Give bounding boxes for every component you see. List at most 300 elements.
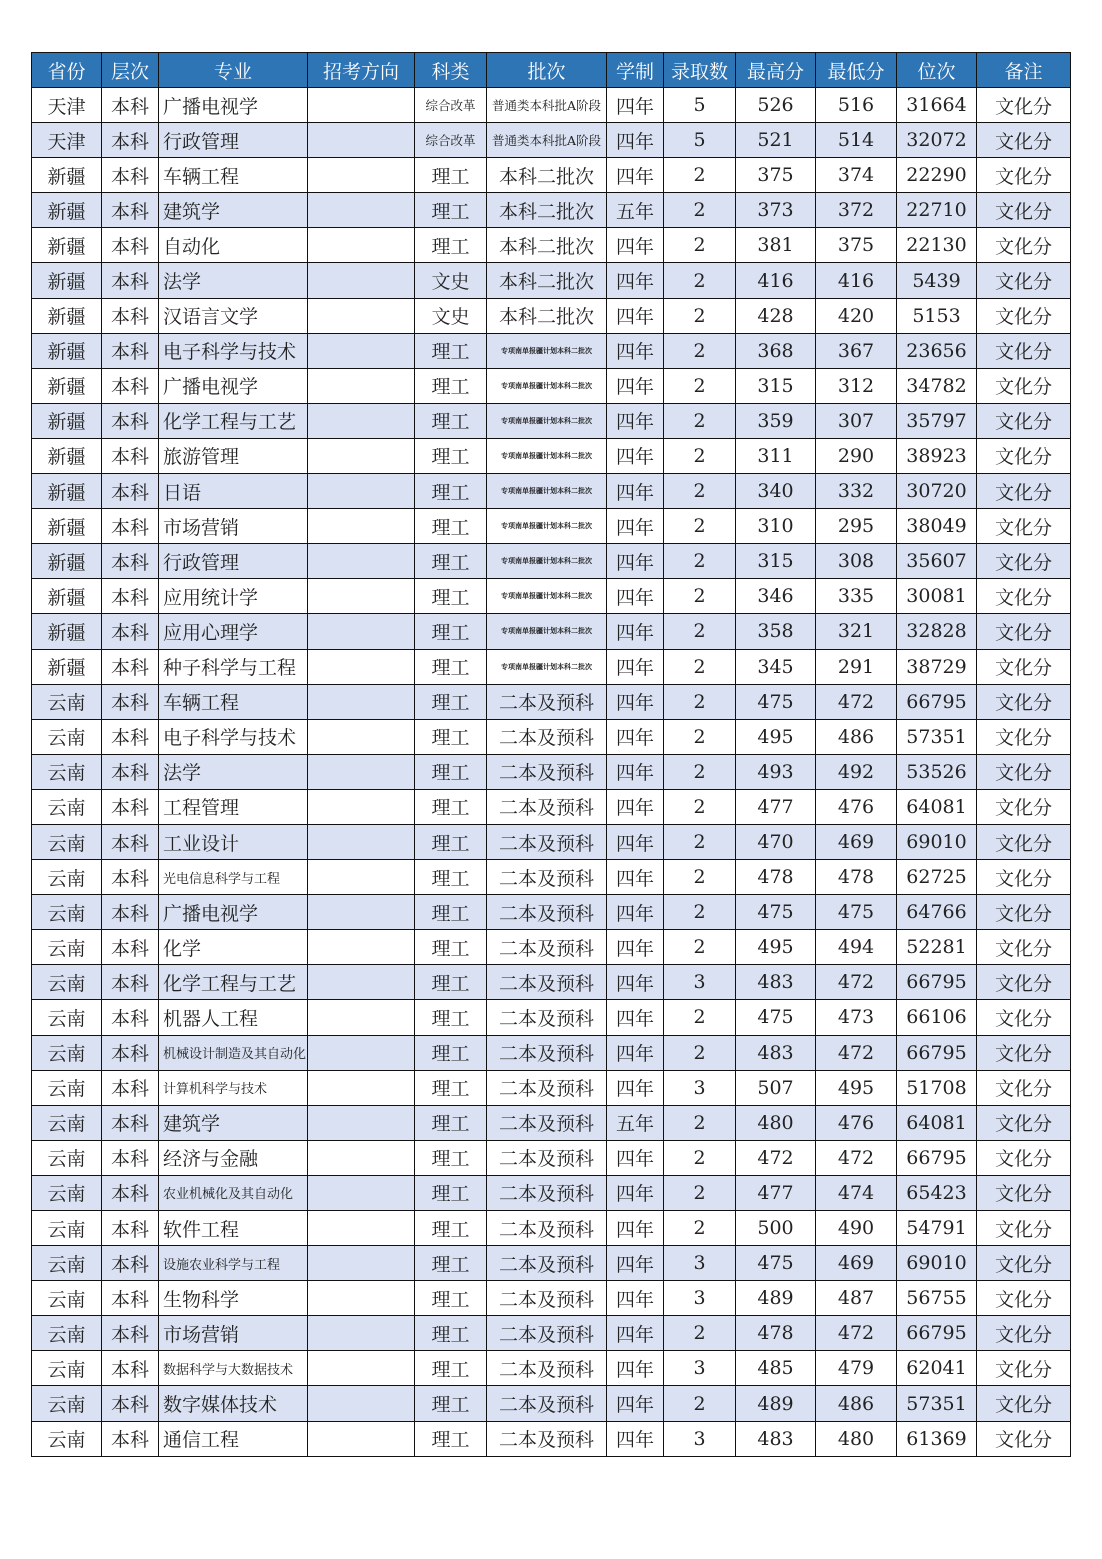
cell-rank: 66795 <box>897 1140 977 1175</box>
table-row <box>32 88 1071 123</box>
cell-batch: 专项南单报疆计划本科二批次 <box>487 403 607 438</box>
cell-major: 建筑学 <box>159 1105 308 1140</box>
cell-admitted: 3 <box>664 1281 736 1316</box>
cell-admitted: 2 <box>664 544 736 579</box>
cell-province: 云南 <box>32 965 102 1000</box>
cell-direction <box>308 438 415 473</box>
cell-max-score: 489 <box>736 1281 816 1316</box>
cell-province: 云南 <box>32 684 102 719</box>
cell-direction <box>308 1070 415 1105</box>
header-admitted: 录取数 <box>664 53 736 88</box>
cell-admitted: 5 <box>664 123 736 158</box>
cell-min-score: 516 <box>816 88 897 123</box>
cell-level: 本科 <box>102 860 159 895</box>
cell-max-score: 310 <box>736 509 816 544</box>
cell-batch: 专项南单报疆计划本科二批次 <box>487 579 607 614</box>
admission-scores-table <box>31 52 1071 1457</box>
cell-admitted: 2 <box>664 1140 736 1175</box>
cell-min-score: 321 <box>816 614 897 649</box>
cell-note: 文化分 <box>977 579 1071 614</box>
cell-direction <box>308 263 415 298</box>
cell-direction <box>308 403 415 438</box>
table-row <box>32 509 1071 544</box>
cell-duration: 四年 <box>607 930 664 965</box>
cell-note: 文化分 <box>977 1070 1071 1105</box>
cell-batch: 本科二批次 <box>487 158 607 193</box>
cell-note: 文化分 <box>977 860 1071 895</box>
table-row <box>32 579 1071 614</box>
cell-note: 文化分 <box>977 333 1071 368</box>
table-row <box>32 930 1071 965</box>
cell-duration: 四年 <box>607 403 664 438</box>
cell-max-score: 475 <box>736 895 816 930</box>
cell-major: 工业设计 <box>159 824 308 859</box>
cell-max-score: 345 <box>736 649 816 684</box>
cell-category: 综合改革 <box>415 88 487 123</box>
table-row <box>32 123 1071 158</box>
cell-max-score: 475 <box>736 1000 816 1035</box>
cell-major: 种子科学与工程 <box>159 649 308 684</box>
cell-major: 旅游管理 <box>159 438 308 473</box>
cell-province: 云南 <box>32 789 102 824</box>
cell-province: 新疆 <box>32 368 102 403</box>
cell-major: 生物科学 <box>159 1281 308 1316</box>
cell-duration: 四年 <box>607 368 664 403</box>
cell-batch: 本科二批次 <box>487 193 607 228</box>
cell-category: 理工 <box>415 824 487 859</box>
cell-category: 理工 <box>415 158 487 193</box>
cell-major: 电子科学与技术 <box>159 333 308 368</box>
cell-category: 理工 <box>415 579 487 614</box>
cell-max-score: 521 <box>736 123 816 158</box>
cell-rank: 5439 <box>897 263 977 298</box>
cell-major: 数据科学与大数据技术 <box>159 1351 308 1386</box>
cell-min-score: 312 <box>816 368 897 403</box>
cell-category: 理工 <box>415 1105 487 1140</box>
table-row <box>32 1070 1071 1105</box>
cell-rank: 30720 <box>897 474 977 509</box>
cell-level: 本科 <box>102 1140 159 1175</box>
cell-rank: 66795 <box>897 1035 977 1070</box>
cell-category: 理工 <box>415 649 487 684</box>
cell-level: 本科 <box>102 123 159 158</box>
cell-duration: 四年 <box>607 965 664 1000</box>
header-batch: 批次 <box>487 53 607 88</box>
cell-category: 文史 <box>415 263 487 298</box>
cell-major: 应用心理学 <box>159 614 308 649</box>
cell-category: 理工 <box>415 1281 487 1316</box>
cell-major: 广播电视学 <box>159 368 308 403</box>
cell-admitted: 2 <box>664 438 736 473</box>
cell-note: 文化分 <box>977 754 1071 789</box>
cell-max-score: 416 <box>736 263 816 298</box>
table-row <box>32 824 1071 859</box>
table-row <box>32 789 1071 824</box>
table-row <box>32 298 1071 333</box>
cell-duration: 四年 <box>607 263 664 298</box>
cell-province: 云南 <box>32 1105 102 1140</box>
table-row <box>32 860 1071 895</box>
cell-level: 本科 <box>102 684 159 719</box>
cell-province: 新疆 <box>32 438 102 473</box>
cell-category: 理工 <box>415 1070 487 1105</box>
cell-note: 文化分 <box>977 158 1071 193</box>
cell-duration: 四年 <box>607 228 664 263</box>
cell-direction <box>308 1386 415 1421</box>
cell-rank: 56755 <box>897 1281 977 1316</box>
cell-batch: 专项南单报疆计划本科二批次 <box>487 438 607 473</box>
cell-category: 理工 <box>415 1035 487 1070</box>
cell-category: 理工 <box>415 684 487 719</box>
cell-max-score: 478 <box>736 860 816 895</box>
cell-major: 法学 <box>159 263 308 298</box>
cell-admitted: 2 <box>664 228 736 263</box>
cell-min-score: 335 <box>816 579 897 614</box>
cell-major: 通信工程 <box>159 1421 308 1456</box>
cell-note: 文化分 <box>977 1035 1071 1070</box>
cell-direction <box>308 1035 415 1070</box>
cell-min-score: 472 <box>816 965 897 1000</box>
cell-admitted: 2 <box>664 333 736 368</box>
cell-min-score: 476 <box>816 789 897 824</box>
cell-province: 新疆 <box>32 228 102 263</box>
cell-rank: 52281 <box>897 930 977 965</box>
cell-category: 理工 <box>415 930 487 965</box>
cell-duration: 四年 <box>607 298 664 333</box>
cell-direction <box>308 824 415 859</box>
cell-direction <box>308 474 415 509</box>
cell-major: 法学 <box>159 754 308 789</box>
header-direction: 招考方向 <box>308 53 415 88</box>
cell-max-score: 495 <box>736 930 816 965</box>
cell-note: 文化分 <box>977 649 1071 684</box>
cell-min-score: 372 <box>816 193 897 228</box>
cell-admitted: 3 <box>664 1070 736 1105</box>
cell-batch: 专项南单报疆计划本科二批次 <box>487 368 607 403</box>
cell-max-score: 483 <box>736 1035 816 1070</box>
cell-duration: 四年 <box>607 1140 664 1175</box>
cell-admitted: 2 <box>664 930 736 965</box>
cell-batch: 专项南单报疆计划本科二批次 <box>487 649 607 684</box>
cell-max-score: 375 <box>736 158 816 193</box>
cell-note: 文化分 <box>977 684 1071 719</box>
cell-category: 理工 <box>415 1211 487 1246</box>
cell-duration: 四年 <box>607 1000 664 1035</box>
table-row <box>32 965 1071 1000</box>
cell-duration: 四年 <box>607 1351 664 1386</box>
cell-direction <box>308 860 415 895</box>
cell-admitted: 2 <box>664 158 736 193</box>
cell-min-score: 375 <box>816 228 897 263</box>
table-row <box>32 368 1071 403</box>
cell-province: 云南 <box>32 754 102 789</box>
table-row <box>32 263 1071 298</box>
cell-max-score: 493 <box>736 754 816 789</box>
cell-major: 广播电视学 <box>159 88 308 123</box>
cell-batch: 二本及预科 <box>487 1070 607 1105</box>
cell-min-score: 291 <box>816 649 897 684</box>
cell-max-score: 477 <box>736 1175 816 1210</box>
cell-direction <box>308 754 415 789</box>
cell-level: 本科 <box>102 754 159 789</box>
cell-batch: 二本及预科 <box>487 1035 607 1070</box>
header-note: 备注 <box>977 53 1071 88</box>
cell-category: 理工 <box>415 544 487 579</box>
cell-major: 电子科学与技术 <box>159 719 308 754</box>
cell-direction <box>308 1140 415 1175</box>
cell-province: 新疆 <box>32 403 102 438</box>
cell-direction <box>308 719 415 754</box>
cell-admitted: 2 <box>664 509 736 544</box>
cell-province: 云南 <box>32 1386 102 1421</box>
cell-max-score: 480 <box>736 1105 816 1140</box>
cell-admitted: 2 <box>664 579 736 614</box>
cell-duration: 五年 <box>607 193 664 228</box>
cell-direction <box>308 1175 415 1210</box>
cell-province: 新疆 <box>32 474 102 509</box>
cell-category: 理工 <box>415 333 487 368</box>
cell-batch: 专项南单报疆计划本科二批次 <box>487 474 607 509</box>
cell-admitted: 2 <box>664 403 736 438</box>
cell-category: 理工 <box>415 1316 487 1351</box>
cell-level: 本科 <box>102 1211 159 1246</box>
cell-level: 本科 <box>102 403 159 438</box>
table-row <box>32 438 1071 473</box>
cell-direction <box>308 88 415 123</box>
cell-province: 云南 <box>32 1070 102 1105</box>
cell-note: 文化分 <box>977 1281 1071 1316</box>
cell-batch: 二本及预科 <box>487 1281 607 1316</box>
cell-direction <box>308 1211 415 1246</box>
cell-max-score: 470 <box>736 824 816 859</box>
cell-rank: 69010 <box>897 824 977 859</box>
cell-direction <box>308 965 415 1000</box>
cell-province: 云南 <box>32 1351 102 1386</box>
cell-max-score: 495 <box>736 719 816 754</box>
cell-major: 化学工程与工艺 <box>159 965 308 1000</box>
cell-major: 光电信息科学与工程 <box>159 860 308 895</box>
cell-note: 文化分 <box>977 1246 1071 1281</box>
cell-note: 文化分 <box>977 1140 1071 1175</box>
cell-major: 市场营销 <box>159 1316 308 1351</box>
cell-direction <box>308 228 415 263</box>
table-row <box>32 1246 1071 1281</box>
cell-level: 本科 <box>102 1000 159 1035</box>
cell-admitted: 2 <box>664 719 736 754</box>
cell-max-score: 359 <box>736 403 816 438</box>
cell-note: 文化分 <box>977 824 1071 859</box>
cell-min-score: 374 <box>816 158 897 193</box>
cell-admitted: 2 <box>664 474 736 509</box>
cell-duration: 四年 <box>607 824 664 859</box>
cell-level: 本科 <box>102 1070 159 1105</box>
cell-level: 本科 <box>102 438 159 473</box>
cell-major: 化学工程与工艺 <box>159 403 308 438</box>
cell-min-score: 486 <box>816 1386 897 1421</box>
cell-rank: 31664 <box>897 88 977 123</box>
table-row <box>32 1316 1071 1351</box>
cell-duration: 四年 <box>607 1070 664 1105</box>
cell-max-score: 477 <box>736 789 816 824</box>
cell-admitted: 2 <box>664 614 736 649</box>
cell-direction <box>308 368 415 403</box>
header-level: 层次 <box>102 53 159 88</box>
cell-major: 应用统计学 <box>159 579 308 614</box>
table-row <box>32 1035 1071 1070</box>
cell-direction <box>308 509 415 544</box>
cell-batch: 本科二批次 <box>487 228 607 263</box>
cell-note: 文化分 <box>977 403 1071 438</box>
cell-note: 文化分 <box>977 193 1071 228</box>
cell-rank: 62041 <box>897 1351 977 1386</box>
cell-category: 理工 <box>415 474 487 509</box>
cell-category: 理工 <box>415 438 487 473</box>
cell-min-score: 472 <box>816 1035 897 1070</box>
cell-duration: 四年 <box>607 1175 664 1210</box>
cell-major: 行政管理 <box>159 123 308 158</box>
cell-rank: 69010 <box>897 1246 977 1281</box>
cell-level: 本科 <box>102 544 159 579</box>
table-row <box>32 193 1071 228</box>
cell-note: 文化分 <box>977 88 1071 123</box>
cell-category: 理工 <box>415 789 487 824</box>
cell-admitted: 2 <box>664 1105 736 1140</box>
cell-province: 新疆 <box>32 333 102 368</box>
cell-admitted: 2 <box>664 1316 736 1351</box>
cell-level: 本科 <box>102 1421 159 1456</box>
cell-direction <box>308 544 415 579</box>
cell-note: 文化分 <box>977 368 1071 403</box>
cell-admitted: 5 <box>664 88 736 123</box>
cell-max-score: 368 <box>736 333 816 368</box>
cell-major: 数字媒体技术 <box>159 1386 308 1421</box>
cell-min-score: 416 <box>816 263 897 298</box>
cell-province: 新疆 <box>32 649 102 684</box>
cell-note: 文化分 <box>977 1386 1071 1421</box>
cell-level: 本科 <box>102 1386 159 1421</box>
cell-major: 机械设计制造及其自动化 <box>159 1035 308 1070</box>
cell-level: 本科 <box>102 719 159 754</box>
cell-max-score: 489 <box>736 1386 816 1421</box>
cell-batch: 专项南单报疆计划本科二批次 <box>487 544 607 579</box>
cell-max-score: 315 <box>736 544 816 579</box>
header-max-score: 最高分 <box>736 53 816 88</box>
cell-province: 新疆 <box>32 263 102 298</box>
cell-batch: 二本及预科 <box>487 965 607 1000</box>
cell-batch: 二本及预科 <box>487 1386 607 1421</box>
cell-category: 理工 <box>415 1140 487 1175</box>
cell-batch: 二本及预科 <box>487 895 607 930</box>
cell-province: 云南 <box>32 930 102 965</box>
cell-max-score: 526 <box>736 88 816 123</box>
cell-duration: 四年 <box>607 579 664 614</box>
cell-max-score: 340 <box>736 474 816 509</box>
cell-duration: 四年 <box>607 1386 664 1421</box>
cell-note: 文化分 <box>977 789 1071 824</box>
cell-direction <box>308 684 415 719</box>
cell-note: 文化分 <box>977 509 1071 544</box>
table-row <box>32 403 1071 438</box>
cell-province: 云南 <box>32 1035 102 1070</box>
cell-min-score: 290 <box>816 438 897 473</box>
cell-note: 文化分 <box>977 930 1071 965</box>
cell-direction <box>308 614 415 649</box>
cell-province: 天津 <box>32 123 102 158</box>
cell-batch: 二本及预科 <box>487 1421 607 1456</box>
cell-major: 市场营销 <box>159 509 308 544</box>
table-row <box>32 684 1071 719</box>
cell-level: 本科 <box>102 88 159 123</box>
cell-note: 文化分 <box>977 614 1071 649</box>
cell-duration: 四年 <box>607 1421 664 1456</box>
cell-batch: 二本及预科 <box>487 789 607 824</box>
cell-level: 本科 <box>102 1175 159 1210</box>
cell-province: 云南 <box>32 1000 102 1035</box>
table-row <box>32 1105 1071 1140</box>
cell-rank: 34782 <box>897 368 977 403</box>
cell-level: 本科 <box>102 298 159 333</box>
cell-admitted: 2 <box>664 1211 736 1246</box>
cell-category: 综合改革 <box>415 123 487 158</box>
cell-max-score: 381 <box>736 228 816 263</box>
cell-note: 文化分 <box>977 438 1071 473</box>
cell-direction <box>308 1105 415 1140</box>
cell-level: 本科 <box>102 1246 159 1281</box>
table-row <box>32 719 1071 754</box>
cell-category: 理工 <box>415 1000 487 1035</box>
cell-level: 本科 <box>102 789 159 824</box>
table-row <box>32 1421 1071 1456</box>
cell-major: 化学 <box>159 930 308 965</box>
cell-province: 云南 <box>32 824 102 859</box>
cell-direction <box>308 298 415 333</box>
cell-min-score: 492 <box>816 754 897 789</box>
cell-min-score: 473 <box>816 1000 897 1035</box>
cell-province: 云南 <box>32 860 102 895</box>
cell-max-score: 483 <box>736 1421 816 1456</box>
cell-min-score: 478 <box>816 860 897 895</box>
cell-min-score: 472 <box>816 684 897 719</box>
cell-admitted: 2 <box>664 895 736 930</box>
cell-min-score: 487 <box>816 1281 897 1316</box>
cell-rank: 66795 <box>897 965 977 1000</box>
cell-province: 云南 <box>32 1140 102 1175</box>
cell-level: 本科 <box>102 965 159 1000</box>
cell-admitted: 3 <box>664 965 736 1000</box>
cell-min-score: 514 <box>816 123 897 158</box>
cell-level: 本科 <box>102 333 159 368</box>
cell-max-score: 485 <box>736 1351 816 1386</box>
cell-category: 理工 <box>415 1175 487 1210</box>
cell-level: 本科 <box>102 1281 159 1316</box>
cell-category: 理工 <box>415 228 487 263</box>
cell-note: 文化分 <box>977 1211 1071 1246</box>
table-row <box>32 1140 1071 1175</box>
cell-direction <box>308 1421 415 1456</box>
cell-rank: 65423 <box>897 1175 977 1210</box>
cell-major: 工程管理 <box>159 789 308 824</box>
cell-category: 理工 <box>415 1246 487 1281</box>
header-province: 省份 <box>32 53 102 88</box>
cell-batch: 普通类本科批A阶段 <box>487 88 607 123</box>
cell-max-score: 478 <box>736 1316 816 1351</box>
cell-level: 本科 <box>102 1035 159 1070</box>
cell-batch: 二本及预科 <box>487 684 607 719</box>
cell-admitted: 2 <box>664 1175 736 1210</box>
cell-rank: 61369 <box>897 1421 977 1456</box>
cell-direction <box>308 1246 415 1281</box>
cell-rank: 35607 <box>897 544 977 579</box>
